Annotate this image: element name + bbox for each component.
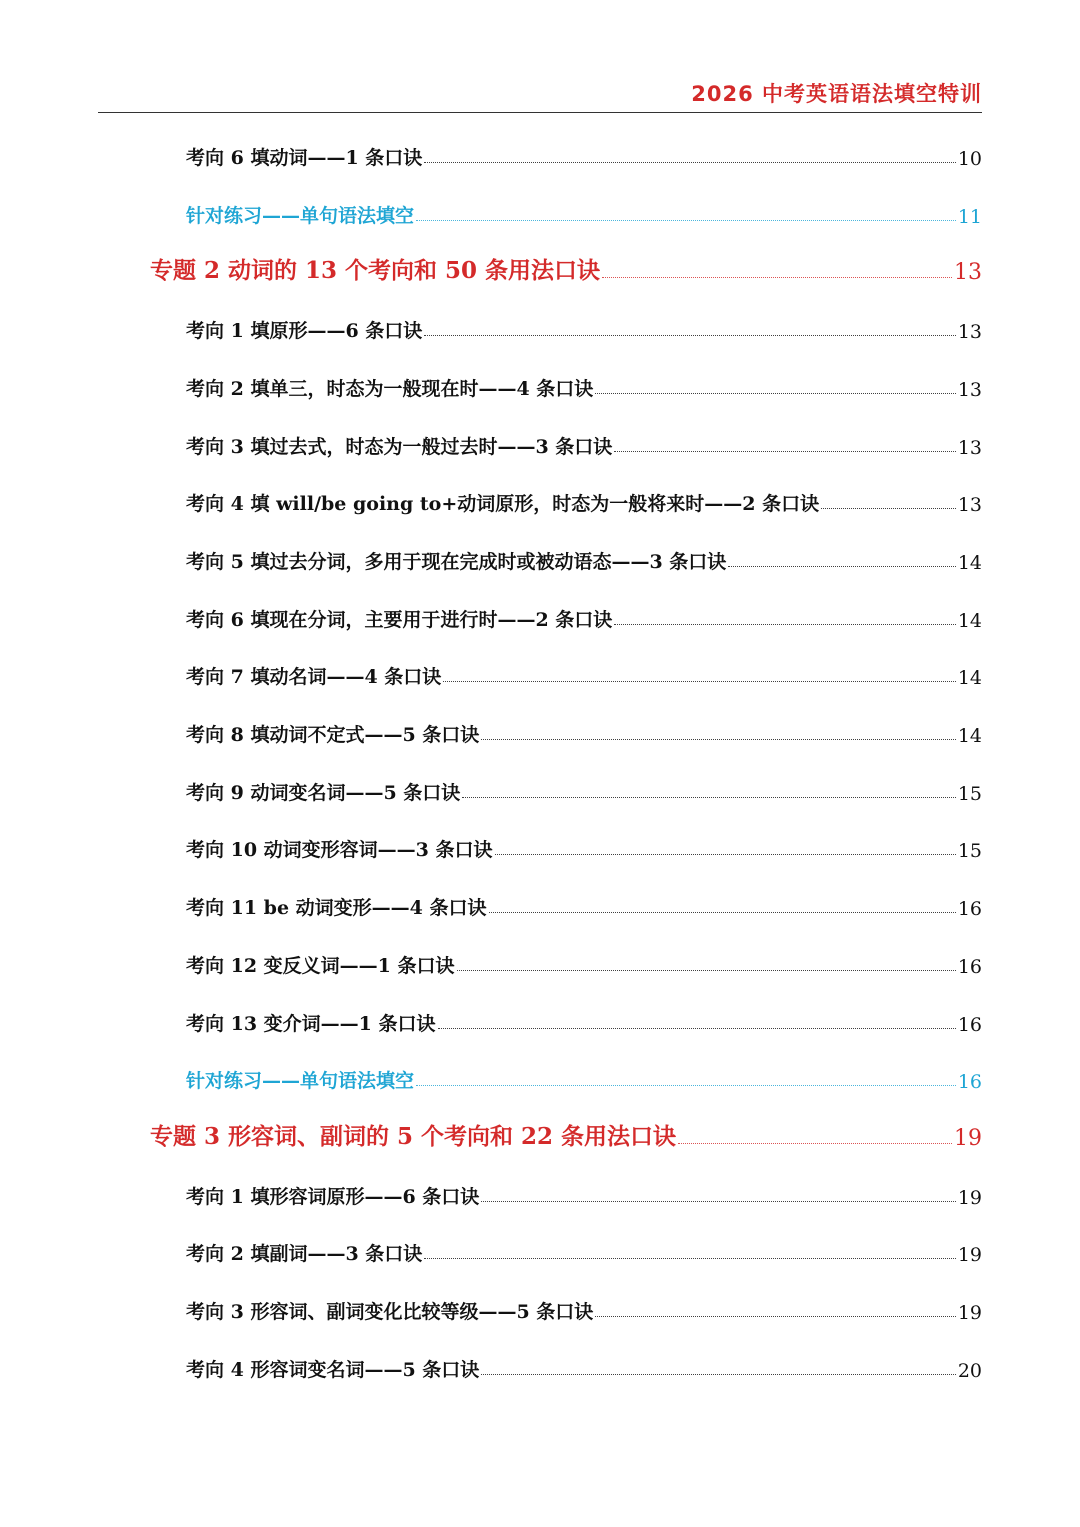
toc-entry-page-number: 14: [957, 667, 982, 690]
dot-leader: [424, 1258, 956, 1259]
dot-leader: [438, 1028, 956, 1029]
dot-leader: [595, 1316, 956, 1317]
toc-entry-title: 考向 2 填副词——3 条口诀: [186, 1243, 423, 1266]
toc-entry-title: 考向 10 动词变形容词——3 条口诀: [186, 839, 493, 862]
toc-entry-page-number: 13: [957, 378, 982, 401]
dot-leader: [481, 739, 956, 740]
toc-entry-title: 考向 9 动词变名词——5 条口诀: [186, 781, 461, 804]
dot-leader: [443, 681, 956, 682]
page-header-title: 2026 中考英语语法填空特训: [691, 82, 982, 106]
toc-entry-page-number: 13: [957, 436, 982, 459]
toc-entry-page-number: 16: [957, 1013, 982, 1036]
toc-entry-page-number: 16: [957, 955, 982, 978]
dot-leader: [489, 912, 956, 913]
header-divider: [98, 112, 982, 113]
toc-entry[interactable]: [186, 313, 982, 343]
dot-leader: [678, 1143, 952, 1144]
dot-leader: [821, 508, 956, 509]
toc-entry-page-number: 11: [957, 205, 982, 228]
toc-entry-title: 考向 2 填单三，时态为一般现在时——4 条口诀: [186, 377, 594, 400]
toc-entry-page-number: 14: [957, 609, 982, 632]
toc-entry-page-number: 16: [957, 898, 982, 921]
toc-entry-page-number: 14: [957, 551, 982, 574]
dot-leader: [614, 624, 956, 625]
toc-entry[interactable]: [186, 1236, 982, 1266]
toc-topic-entry[interactable]: [150, 1121, 982, 1151]
toc-entry-page-number: 13: [957, 321, 982, 344]
toc-entry[interactable]: [186, 429, 982, 459]
toc-entry-title: 考向 1 填原形——6 条口诀: [186, 320, 423, 343]
dot-leader: [614, 451, 956, 452]
toc-entry[interactable]: [186, 1352, 982, 1382]
toc-entry-page-number: 19: [957, 1302, 982, 1324]
toc-practice-entry[interactable]: [186, 198, 982, 228]
dot-leader: [457, 970, 956, 971]
dot-leader: [462, 797, 956, 798]
toc-practice-entry[interactable]: [186, 1063, 982, 1093]
toc-entry[interactable]: [186, 717, 982, 747]
dot-leader: [595, 393, 956, 394]
toc-entry[interactable]: [186, 775, 982, 805]
dot-leader: [416, 220, 956, 221]
toc-entry-title: 考向 3 形容词、副词变化比较等级——5 条口诀: [186, 1301, 594, 1323]
toc-entry-page-number: 19: [954, 1125, 982, 1151]
toc-entry-title: 针对练习——单句语法填空: [186, 1070, 415, 1093]
toc-entry-page-number: 19: [957, 1186, 982, 1209]
toc-entry-title: 考向 3 填过去式，时态为一般过去时——3 条口诀: [186, 435, 613, 458]
toc-entry[interactable]: [186, 948, 982, 978]
toc-entry-title: 针对练习——单句语法填空: [186, 204, 415, 227]
toc-entry-title: 专题 2 动词的 13 个考向和 50 条用法口诀: [150, 257, 601, 285]
toc-entry-title: 考向 1 填形容词原形——6 条口诀: [186, 1185, 480, 1208]
toc-entry-title: 考向 4 填 will/be going to+动词原形，时态为一般将来时——2 条口诀: [186, 493, 820, 516]
toc-entry-title: 专题 3 形容词、副词的 5 个考向和 22 条用法口诀: [150, 1122, 677, 1150]
toc-entry[interactable]: [186, 486, 982, 516]
toc-entry-title: 考向 6 填动词——1 条口诀: [186, 147, 423, 169]
dot-leader: [481, 1374, 956, 1375]
toc-entry-title: 考向 13 变介词——1 条口诀: [186, 1012, 436, 1035]
dot-leader: [416, 1085, 956, 1086]
toc-entry[interactable]: [186, 1006, 982, 1036]
toc-entry-page-number: 13: [957, 494, 982, 517]
toc-topic-entry[interactable]: [150, 255, 982, 285]
dot-leader: [481, 1201, 956, 1202]
toc-entry-title: 考向 11 be 动词变形——4 条口诀: [186, 897, 487, 920]
toc-entry-page-number: 14: [957, 725, 982, 747]
toc-entry-page-number: 19: [957, 1244, 982, 1267]
toc-entry[interactable]: [186, 371, 982, 401]
dot-leader: [424, 162, 956, 163]
dot-leader: [602, 277, 952, 278]
toc-entry-page-number: 15: [957, 840, 982, 863]
toc-entry-title: 考向 4 形容词变名词——5 条口诀: [186, 1358, 480, 1381]
toc-entry-page-number: 16: [957, 1071, 982, 1094]
toc-entry[interactable]: [186, 544, 982, 574]
toc-entry-title: 考向 6 填现在分词，主要用于进行时——2 条口诀: [186, 608, 613, 631]
toc-entry-page-number: 10: [957, 148, 982, 170]
toc-entry-title: 考向 8 填动词不定式——5 条口诀: [186, 724, 480, 746]
toc-entry-page-number: 20: [957, 1359, 982, 1382]
toc-entry-title: 考向 12 变反义词——1 条口诀: [186, 954, 455, 977]
toc-entry[interactable]: [186, 659, 982, 689]
toc-entry-page-number: 15: [957, 782, 982, 805]
dot-leader: [728, 566, 956, 567]
toc-entry-title: 考向 5 填过去分词，多用于现在完成时或被动语态——3 条口诀: [186, 550, 727, 573]
toc-entry[interactable]: [186, 140, 982, 170]
toc-entry[interactable]: [186, 602, 982, 632]
toc-entry[interactable]: [186, 1294, 982, 1324]
dot-leader: [424, 335, 956, 336]
dot-leader: [495, 854, 956, 855]
toc-entry[interactable]: [186, 832, 982, 862]
toc-entry-page-number: 13: [954, 260, 982, 286]
toc-entry[interactable]: [186, 890, 982, 920]
toc-entry-title: 考向 7 填动名词——4 条口诀: [186, 666, 442, 689]
toc-entry[interactable]: [186, 1179, 982, 1209]
